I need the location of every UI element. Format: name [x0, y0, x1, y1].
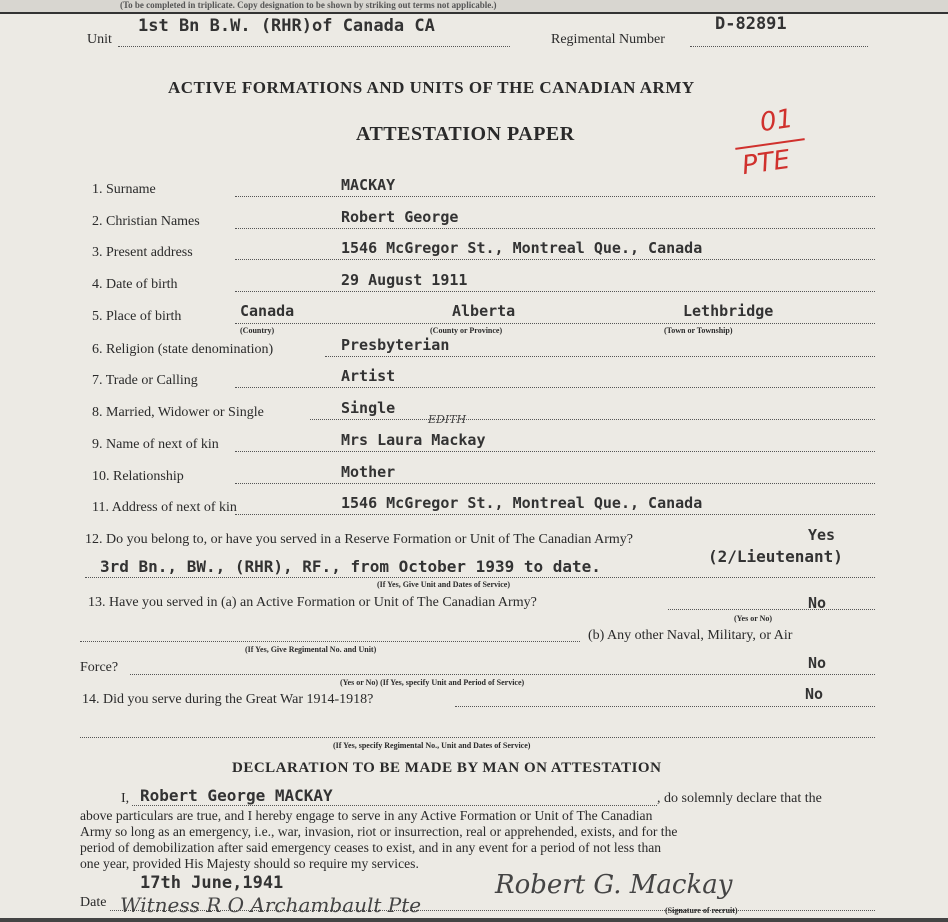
q13b-force: Force? — [80, 660, 119, 675]
q12-answer: Yes — [808, 526, 836, 544]
q14-line — [455, 706, 875, 707]
field-line — [235, 228, 875, 229]
annotation-pte: PTE — [740, 144, 792, 182]
declaration-tail: , do solemnly declare that the — [657, 791, 822, 806]
field-label: 1. Surname — [92, 182, 156, 197]
field-value: Mother — [341, 463, 396, 481]
country-hint: (Country) — [240, 326, 275, 335]
q12-rank: (2/Lieutenant) — [708, 547, 843, 566]
q12-label: 12. Do you belong to, or have you served in a Reserve Formation or Unit of The Canadian Army? — [85, 532, 633, 547]
witness-signature: Witness R O Archambault Pte — [120, 893, 422, 917]
q13-label: 13. Have you served in (a) an Active Formation or Unit of The Canadian Army? — [88, 595, 537, 610]
q13b-answer: No — [808, 654, 827, 672]
field-value: 1546 McGregor St., Montreal Que., Canada — [341, 239, 703, 257]
field-label: 2. Christian Names — [92, 214, 200, 229]
declaration-date: 17th June,1941 — [140, 873, 284, 893]
birth-province: Alberta — [452, 302, 516, 320]
q14-answer: No — [805, 685, 824, 703]
field-value: Single — [341, 399, 396, 417]
q13b-reg-hint: (If Yes, Give Regimental No. and Unit) — [245, 645, 377, 654]
recruit-signature: Robert G. Mackay — [495, 870, 733, 900]
q13b-line — [130, 674, 875, 675]
field-value: Mrs Laura Mackay — [341, 431, 486, 449]
birth-town: Lethbridge — [683, 302, 774, 320]
field-line — [235, 387, 875, 388]
header-note: (To be completed in triplicate. Copy designation to be shown by striking out terms not applicable.) — [120, 0, 497, 10]
scan-bottom-edge — [0, 918, 948, 922]
q12-line — [85, 577, 875, 578]
q14-label: 14. Did you serve during the Great War 1914-1918? — [82, 692, 374, 707]
field-line — [235, 291, 875, 292]
date-label: Date — [80, 895, 107, 910]
field-label: 5. Place of birth — [92, 309, 182, 324]
field-line — [235, 259, 875, 260]
q14-detail-line — [80, 737, 875, 738]
q13b-hint: (Yes or No) (If Yes, specify Unit and Period of Service) — [340, 678, 525, 687]
annotation-01: 01 — [758, 103, 796, 139]
field-label: 4. Date of birth — [92, 277, 178, 292]
regimental-number-label: Regimental Number — [551, 32, 665, 47]
field-value: Artist — [341, 367, 396, 385]
regimental-number-value: D-82891 — [715, 14, 787, 34]
unit-label: Unit — [87, 32, 112, 47]
declaration-line: Army so long as an emergency, i.e., war, invasion, riot or insurrection, real or apprehended, exists, and for the — [80, 824, 678, 839]
field-label: 6. Religion (state denomination) — [92, 342, 274, 357]
q13b-label: (b) Any other Naval, Military, or Air — [588, 628, 793, 643]
unit-value: 1st Bn B.W. (RHR)of Canada CA — [138, 16, 435, 36]
unit-line — [118, 46, 510, 47]
field-label: 3. Present address — [92, 245, 193, 260]
q14-hint: (If Yes, specify Regimental No., Unit and Dates of Service) — [333, 741, 531, 750]
field-value: 1546 McGregor St., Montreal Que., Canada — [341, 494, 703, 512]
birth-country: Canada — [240, 302, 295, 320]
q13a-answer: No — [808, 594, 827, 612]
field-line — [235, 514, 875, 515]
field-label: 7. Trade or Calling — [92, 373, 198, 388]
declaration-line: one year, provided His Majesty should so require my services. — [80, 856, 419, 871]
q12-detail: 3rd Bn., BW., (RHR), RF., from October 1939 to date. — [100, 557, 601, 576]
q13a-hint: (Yes or No) — [734, 614, 773, 623]
field-line — [235, 196, 875, 197]
field-line — [235, 323, 875, 324]
kin-insert-edith: EDITH — [428, 413, 467, 426]
field-value: 29 August 1911 — [341, 271, 468, 289]
field-label: 10. Relationship — [92, 469, 184, 484]
field-value: Presbyterian — [341, 336, 450, 354]
q13a-line — [668, 609, 875, 610]
field-line — [235, 483, 875, 484]
q12-hint: (If Yes, Give Unit and Dates of Service) — [377, 580, 511, 589]
title-formations: ACTIVE FORMATIONS AND UNITS OF THE CANADIAN ARMY — [168, 78, 695, 97]
declaration-title: DECLARATION TO BE MADE BY MAN ON ATTESTATION — [232, 760, 662, 776]
declaration-line: above particulars are true, and I hereby engage to serve in any Active Formation or Unit of The Canadian — [80, 808, 653, 823]
town-hint: (Town or Township) — [664, 326, 733, 335]
field-label: 9. Name of next of kin — [92, 437, 219, 452]
field-line — [325, 356, 875, 357]
province-hint: (County or Province) — [430, 326, 503, 335]
field-value: MACKAY — [341, 176, 396, 194]
field-label: 8. Married, Widower or Single — [92, 405, 264, 420]
field-value: Robert George — [341, 208, 459, 226]
q13a-detail-line — [80, 641, 580, 642]
field-line — [310, 419, 875, 420]
signature-hint: (Signature of recruit) — [665, 906, 738, 915]
regimental-number-line — [690, 46, 868, 47]
field-label: 11. Address of next of kin — [92, 500, 237, 515]
declaration-i: I, — [121, 791, 130, 806]
declaration-line: period of demobilization after said emergency ceases to exist, and in any event for a period of not less than — [80, 840, 662, 855]
field-line — [235, 451, 875, 452]
declaration-name-line — [132, 805, 657, 806]
declaration-name: Robert George MACKAY — [140, 786, 333, 805]
declaration-body — [80, 808, 677, 872]
title-attestation: ATTESTATION PAPER — [356, 123, 575, 145]
